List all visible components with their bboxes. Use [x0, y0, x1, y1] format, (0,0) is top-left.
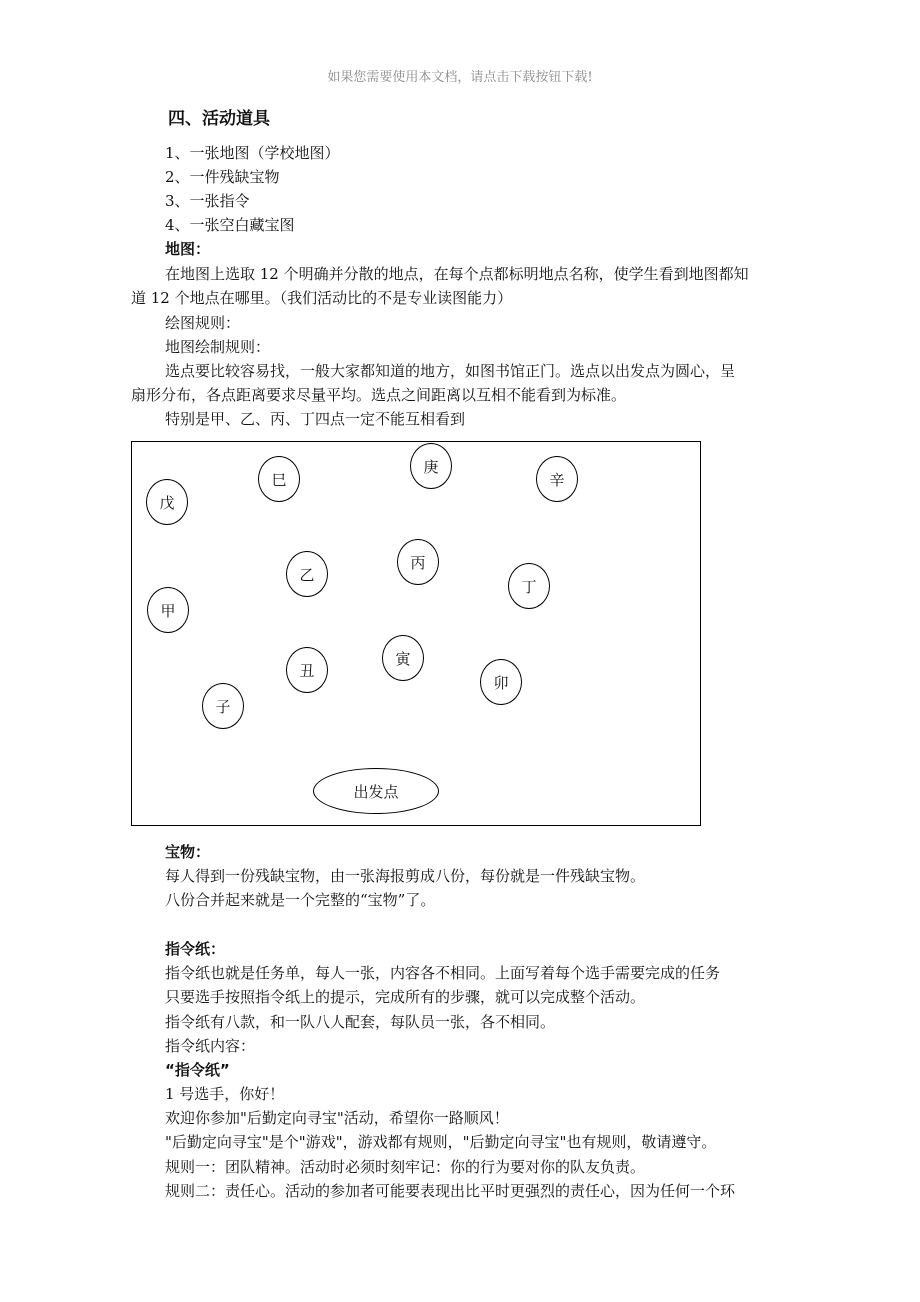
start-point: 出发点	[313, 768, 439, 814]
paragraph-line: 指令纸内容：	[165, 1037, 256, 1055]
map-point: 辛	[536, 456, 578, 502]
paragraph-line: 选点要比较容易找，一般大家都知道的地方，如图书馆正门。选点以出发点为圆心，呈	[165, 362, 736, 380]
download-banner: 如果您需要使用本文档，请点击下载按钮下载!	[327, 70, 593, 85]
paragraph-line: "后勤定向寻宝"是个"游戏"，游戏都有规则，"后勤定向寻宝"也有规则，敬请遵守。	[165, 1133, 717, 1151]
list-item: 2、一件残缺宝物	[165, 168, 280, 186]
paragraph-line: 道 12 个地点在哪里。（我们活动比的不是专业读图能力）	[131, 289, 513, 307]
instruction-heading: 指令纸：	[165, 940, 226, 958]
paragraph-line: 指令纸也就是任务单，每人一张，内容各不相同。上面写着每个选手需要完成的任务	[165, 964, 721, 982]
map-point: 丁	[508, 563, 550, 609]
paragraph-line: 特别是甲、乙、丙、丁四点一定不能互相看到	[165, 410, 466, 428]
treasure-heading: 宝物：	[165, 843, 211, 861]
paragraph-line: 规则一：团队精神。活动时必须时刻牢记：你的行为要对你的队友负责。	[165, 1158, 646, 1176]
section-title: 四、活动道具	[168, 109, 270, 129]
paragraph-line: 地图绘制规则：	[165, 338, 271, 356]
paragraph-line: 扇形分布，各点距离要求尽量平均。选点之间距离以互相不能看到为标准。	[131, 386, 627, 404]
paragraph-line: 绘图规则：	[165, 314, 241, 332]
paragraph-line: 欢迎你参加"后勤定向寻宝"活动，希望你一路顺风！	[165, 1109, 509, 1127]
list-item: 1、一张地图（学校地图）	[165, 144, 340, 162]
map-point: 丙	[397, 539, 439, 585]
map-point: 子	[202, 683, 244, 729]
school-map-diagram	[131, 441, 701, 826]
paragraph-line: 指令纸有八款，和一队八人配套，每队员一张，各不相同。	[165, 1013, 556, 1031]
list-item: 3、一张指令	[165, 192, 250, 210]
list-item: 4、一张空白藏宝图	[165, 216, 295, 234]
map-point: 丑	[286, 647, 328, 693]
map-point: 寅	[382, 635, 424, 681]
paragraph-line: 1 号选手，你好！	[165, 1085, 285, 1103]
instruction-title: “指令纸”	[165, 1061, 230, 1079]
map-point: 甲	[147, 587, 189, 633]
paragraph-line: 在地图上选取 12 个明确并分散的地点，在每个点都标明地点名称，使学生看到地图都知	[165, 265, 749, 283]
paragraph-line: 每人得到一份残缺宝物，由一张海报剪成八份，每份就是一件残缺宝物。	[165, 867, 646, 885]
paragraph-line: 八份合并起来就是一个完整的“宝物”了。	[165, 891, 436, 909]
map-point: 庚	[410, 443, 452, 489]
map-heading: 地图：	[165, 240, 211, 258]
map-point: 乙	[286, 551, 328, 597]
map-point: 卯	[480, 659, 522, 705]
paragraph-line: 规则二：责任心。活动的参加者可能要表现出比平时更强烈的责任心，因为任何一个环	[165, 1182, 736, 1200]
map-point: 巳	[258, 456, 300, 502]
paragraph-line: 只要选手按照指令纸上的提示，完成所有的步骤，就可以完成整个活动。	[165, 988, 646, 1006]
map-point: 戊	[146, 479, 188, 525]
